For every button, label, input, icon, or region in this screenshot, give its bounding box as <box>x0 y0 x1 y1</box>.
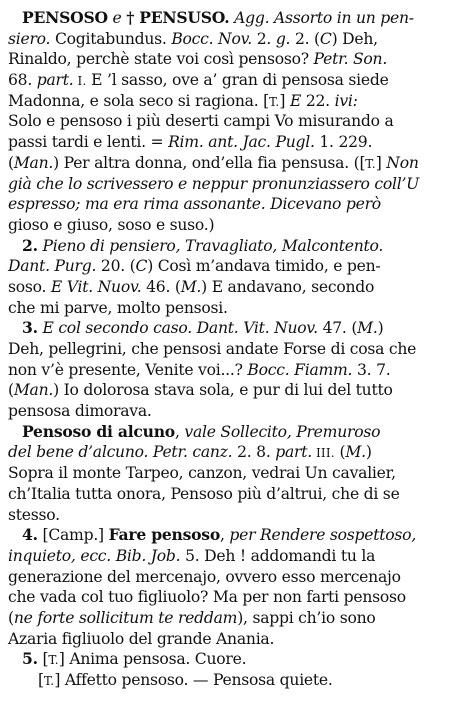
text-line <box>8 670 459 691</box>
text-segment: Cogitabundus. <box>50 29 172 48</box>
bold-text: 5. <box>22 649 38 669</box>
small-caps-text: T. <box>365 156 376 171</box>
italic-text: Dant. Purg. <box>8 257 97 276</box>
text-line <box>8 256 459 277</box>
text-line <box>8 360 459 381</box>
text-segment: 46. ( <box>141 277 181 296</box>
italic-text: E Vit. Nuov. <box>50 277 142 296</box>
text-line <box>8 8 459 29</box>
text-line <box>8 318 459 339</box>
italic-text: ne forte sollicitum te reddam <box>13 608 238 627</box>
small-caps-text: III. <box>311 446 335 461</box>
italic-text: part. <box>275 443 312 462</box>
text-segment: ), sappi ch’io sono <box>237 608 376 627</box>
italic-text: part. <box>36 71 74 90</box>
text-segment: [ <box>38 671 44 689</box>
italic-text: Agg. Assorto in un pen- <box>229 9 414 27</box>
text-line <box>8 339 459 360</box>
bold-text: 2. <box>22 235 38 255</box>
text-segment: ) <box>377 319 384 338</box>
text-segment: ] Affetto pensoso. — Pensosa quiete. <box>54 671 333 689</box>
italic-text: M. <box>180 277 202 296</box>
italic-text: già che lo scrivessero e neppur pronunziassero coll’U <box>8 174 420 193</box>
text-segment: 47. ( <box>317 319 358 338</box>
text-line <box>8 194 459 215</box>
text-segment: Madonna, e sola seco si ragiona. [ <box>8 91 269 110</box>
bold-text: PENSOSO <box>22 8 108 27</box>
text-line <box>8 649 459 670</box>
text-segment: ) E andavano, secondo <box>201 277 375 296</box>
text-line <box>8 629 459 650</box>
text-segment: ) Deh, <box>331 29 378 48</box>
italic-text: vale Sollecito, Premuroso <box>184 422 381 441</box>
text-line <box>8 236 459 257</box>
text-line <box>8 132 459 153</box>
text-segment: , <box>174 422 185 441</box>
bold-text: Pensoso di alcuno <box>22 421 175 441</box>
text-line <box>8 484 459 505</box>
text-line <box>8 422 459 443</box>
text-segment: pensosa dimorava. <box>8 402 152 421</box>
text-segment: che mi parve, molto pensosi. <box>8 298 228 317</box>
text-segment: 2. 8. <box>232 443 276 462</box>
bold-text: † PENSUSO. <box>126 8 230 27</box>
text-segment: Rinaldo, perchè state voi così pensoso? <box>8 50 314 69</box>
italic-text: Rim. ant. Jac. Pugl. <box>168 133 315 152</box>
text-segment: 22. <box>301 91 335 110</box>
text-segment: Solo e pensoso i più deserti campi Vo misurando a <box>8 112 394 131</box>
small-caps-text: I. <box>73 74 87 89</box>
text-segment: 2. ( <box>290 29 320 48</box>
italic-text: Man. <box>13 381 54 400</box>
text-segment: ( <box>8 608 14 627</box>
italic-text: E <box>289 91 302 110</box>
italic-text: ivi: <box>334 91 358 110</box>
text-segment: 20. ( <box>96 257 136 276</box>
bold-text: 3. <box>22 318 38 338</box>
text-line <box>8 91 459 112</box>
text-line <box>8 298 459 319</box>
italic-text: C <box>319 29 332 48</box>
text-segment: passi tardi e lenti. = <box>8 133 169 152</box>
text-line <box>8 29 459 50</box>
text-line <box>8 546 459 567</box>
text-line <box>8 153 459 174</box>
text-segment: 68. <box>8 71 37 90</box>
italic-text: C <box>135 257 148 276</box>
text-segment: che vada col tuo figliuolo? Ma per non farti pensoso <box>8 588 406 607</box>
text-segment: E ’l sasso, ove a’ gran di pensosa siede <box>86 71 389 90</box>
text-segment: ( <box>8 153 14 172</box>
italic-text: siero. <box>8 29 51 48</box>
text-segment: 2. <box>252 29 276 48</box>
text-segment: soso. <box>8 277 51 296</box>
text-segment: [ <box>37 650 49 669</box>
text-segment: Deh, pellegrini, che pensosi andate Forse di cosa che <box>8 340 417 358</box>
italic-text: per Rendere sospettoso, <box>229 526 417 545</box>
text-segment: , <box>220 526 230 545</box>
text-line <box>8 111 459 132</box>
text-line <box>8 442 459 463</box>
text-line <box>8 505 459 526</box>
text-segment: ( <box>8 381 14 400</box>
text-segment: ] Anima pensosa. Cuore. <box>58 650 247 669</box>
small-caps-text: T. <box>268 94 280 109</box>
text-segment: ] <box>375 153 387 172</box>
text-line <box>8 401 459 422</box>
italic-text: Bocc. Nov. <box>171 29 253 48</box>
bold-text: Fare pensoso <box>108 525 220 545</box>
text-segment: gioso e giuso, soso e suso.) <box>8 215 215 234</box>
text-line <box>8 525 459 546</box>
italic-text: Pieno di pensiero, Travagliato, Malcontento. <box>37 236 384 255</box>
small-caps-text: T. <box>48 653 59 668</box>
italic-text: M. <box>357 319 378 338</box>
italic-text: E col secondo caso. Dant. Vit. Nuov. <box>37 319 318 338</box>
text-segment: Azaria figliuolo del grande Anania. <box>8 629 275 648</box>
italic-text: Bocc. Fiamm. <box>247 360 353 379</box>
text-segment: ) Così m’andava timido, e pen- <box>147 257 381 276</box>
text-segment: generazione del mercenajo, ovvero esso mercenajo <box>8 567 401 586</box>
text-line <box>8 380 459 401</box>
italic-text: inquieto, ecc. Bib. Job. <box>8 546 181 565</box>
italic-text: espresso; ma era rima assonante. Dicevano però <box>8 195 381 214</box>
text-line <box>8 70 459 91</box>
italic-text: M. <box>345 443 366 462</box>
text-segment: ( <box>334 443 346 462</box>
text-line <box>8 49 459 70</box>
text-segment: 5. Deh ! addomandi tu la <box>180 546 376 565</box>
text-segment: 3. 7. <box>352 360 391 379</box>
text-segment: [Camp.] <box>37 526 109 545</box>
text-segment: ) Io dolorosa stava sola, e pur di lui del tutto <box>53 381 393 400</box>
text-line <box>8 608 459 629</box>
text-line <box>8 215 459 236</box>
text-segment: ch’Italia tutta onora, Pensoso più d’altrui, che di se <box>8 484 400 503</box>
italic-text: del bene d’alcuno. Petr. canz. <box>8 443 233 462</box>
italic-text: Man. <box>13 153 54 172</box>
small-caps-text: T. <box>43 674 55 688</box>
text-segment: ) Per altra donna, ond’ella fia pensusa. ([ <box>53 153 366 172</box>
text-segment: Sopra il monte Tarpeo, canzon, vedrai Un cavalier, <box>8 464 396 483</box>
bold-text: 4. <box>22 525 38 545</box>
text-segment: ] <box>279 91 290 110</box>
italic-text: g. <box>275 29 291 48</box>
text-segment: ) <box>365 443 372 462</box>
text-line <box>8 277 459 298</box>
text-segment: stesso. <box>8 505 60 524</box>
text-line <box>8 174 459 195</box>
italic-text: e <box>107 9 127 27</box>
text-segment: non v’è presente, Venite voi...? <box>8 360 248 379</box>
italic-text: Petr. Son. <box>313 50 388 69</box>
text-segment: 1. 229. <box>314 133 373 152</box>
text-line <box>8 567 459 588</box>
text-line <box>8 463 459 484</box>
text-line <box>8 587 459 608</box>
italic-text: Non <box>386 153 419 172</box>
